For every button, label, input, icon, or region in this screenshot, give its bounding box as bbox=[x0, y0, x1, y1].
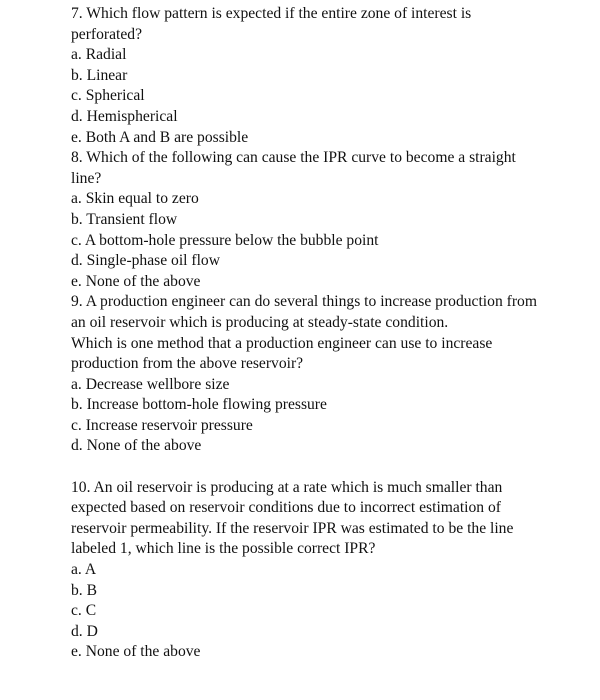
question-9 bbox=[71, 292, 541, 457]
question-8-option-d: d. Single-phase oil flow bbox=[71, 252, 220, 270]
question-8-stem: 8. Which of the following can cause the IPR curve to become a straight line? bbox=[71, 149, 516, 187]
question-7 bbox=[71, 4, 541, 148]
question-8-option-a: a. Skin equal to zero bbox=[71, 190, 199, 208]
question-9-stem: 9. A production engineer can do several things to increase production from an oil reservoir which is producing at steady-state condition. bbox=[71, 293, 537, 331]
question-document bbox=[71, 4, 541, 663]
question-10-option-c: c. C bbox=[71, 602, 97, 620]
question-7-option-b: b. Linear bbox=[71, 66, 128, 84]
question-9-option-b: b. Increase bottom-hole flowing pressure bbox=[71, 396, 327, 414]
question-9-option-d: d. None of the above bbox=[71, 437, 202, 455]
question-10 bbox=[71, 478, 541, 663]
question-10-stem: 10. An oil reservoir is producing at a rate which is much smaller than expected based on reservoir conditions due to incorrect estimation of reservoir permeability. If the reservoir IPR was estimated to be the line labeled 1, which line is the possible correct IPR? bbox=[71, 478, 514, 558]
question-8 bbox=[71, 148, 541, 292]
question-7-option-c: c. Spherical bbox=[71, 87, 145, 105]
question-9-option-a: a. Decrease wellbore size bbox=[71, 375, 230, 393]
question-8-option-c: c. A bottom-hole pressure below the bubble point bbox=[71, 231, 379, 249]
question-9-option-c: c. Increase reservoir pressure bbox=[71, 416, 253, 434]
question-10-option-e: e. None of the above bbox=[71, 643, 201, 661]
question-7-option-d: d. Hemispherical bbox=[71, 107, 178, 125]
question-10-option-d: d. D bbox=[71, 622, 98, 640]
question-8-option-e: e. None of the above bbox=[71, 272, 201, 290]
question-9-substem: Which is one method that a production engineer can use to increase production from the above reservoir? bbox=[71, 334, 493, 373]
question-10-option-b: b. B bbox=[71, 581, 97, 599]
question-7-stem: 7. Which flow pattern is expected if the entire zone of interest is perforated? bbox=[71, 5, 472, 43]
question-8-option-b: b. Transient flow bbox=[71, 210, 178, 228]
question-spacer bbox=[71, 457, 541, 478]
question-10-option-a: a. A bbox=[71, 561, 97, 579]
question-7-option-a: a. Radial bbox=[71, 46, 127, 64]
question-7-option-e: e. Both A and B are possible bbox=[71, 128, 249, 146]
